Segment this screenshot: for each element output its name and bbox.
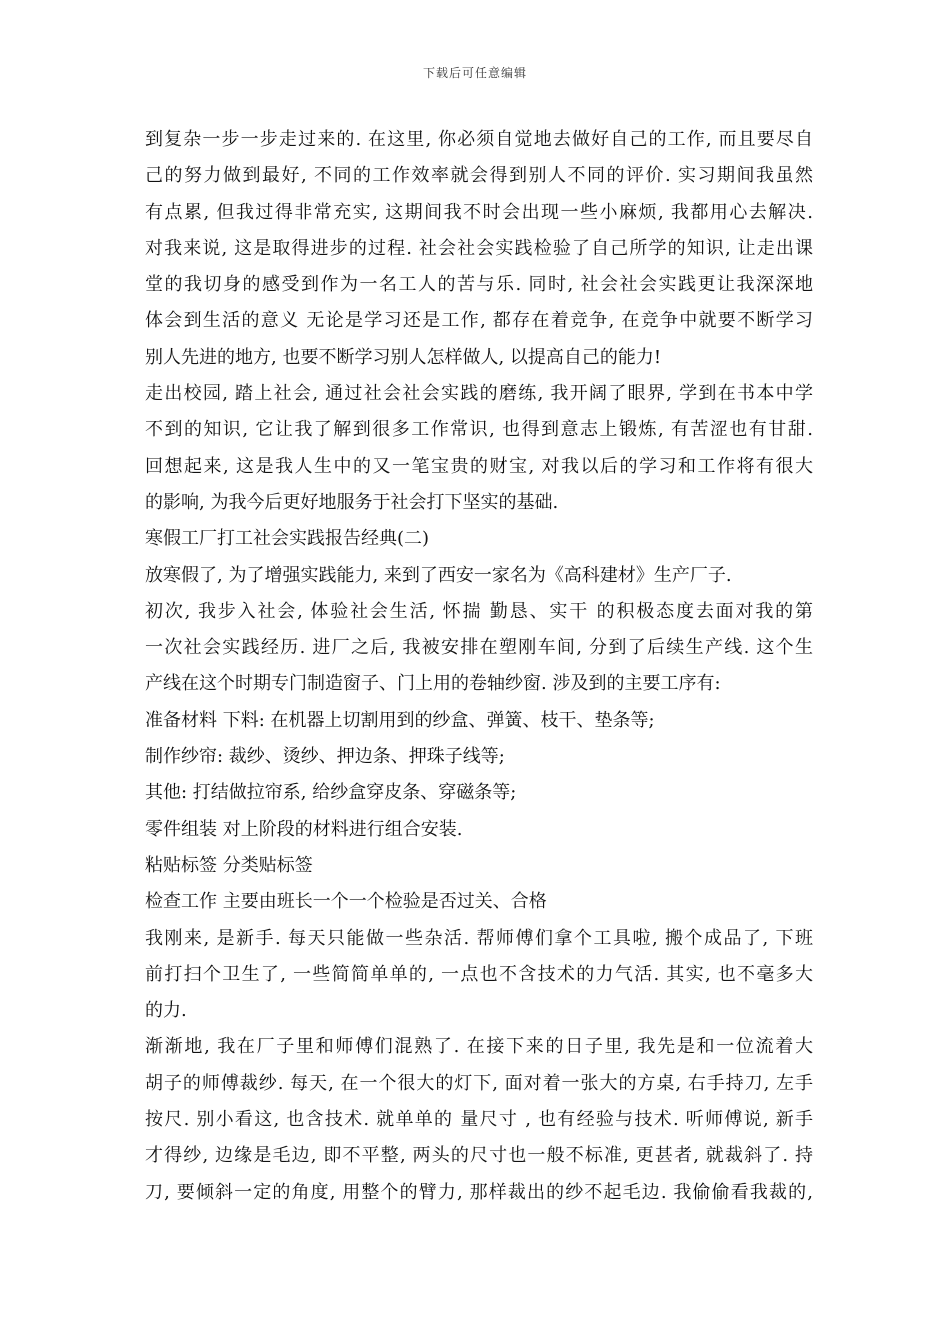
text-line: 初次, 我步入社会, 体验社会生活, 怀揣 勤恳、实干 的积极态度去面对我的第: [145, 600, 813, 622]
text-line: 走出校园, 踏上社会, 通过社会社会实践的磨练, 我开阔了眼界, 学到在书本中学: [145, 383, 813, 405]
text-line: 别人先进的地方, 也要不断学习别人怎样做人, 以提高自己的能力!: [145, 346, 662, 368]
text-line: 一次社会实践经历. 进厂之后, 我被安排在塑刚车间, 分到了后续生产线. 这个生: [145, 637, 813, 659]
document-body: [145, 122, 813, 1211]
text-line: 的影响, 为我今后更好地服务于社会打下坚实的基础.: [145, 491, 559, 513]
text-line: 寒假工厂打工社会实践报告经典(二): [145, 528, 430, 550]
text-line: 我刚来, 是新手. 每天只能做一些杂活. 帮师傅们拿个工具啦, 搬个成品了, 下班: [145, 927, 813, 949]
text-line: 才得纱, 边缘是毛边, 即不平整, 两头的尺寸也一般不标准, 更甚者, 就裁斜了. 持: [145, 1145, 813, 1167]
text-line: 刀, 要倾斜一定的角度, 用整个的臂力, 那样裁出的纱不起毛边. 我偷偷看我裁的,: [145, 1181, 813, 1203]
text-line: 到复杂一步一步走过来的. 在这里, 你必须自觉地去做好自己的工作, 而且要尽自: [145, 129, 813, 150]
text-line: 其他: 打结做拉帘系, 给纱盒穿皮条、穿磁条等;: [145, 782, 517, 804]
text-line: 零件组装 对上阶段的材料进行组合安装.: [145, 818, 463, 840]
text-line: 有点累, 但我过得非常充实, 这期间我不时会出现一些小麻烦, 我都用心去解决.: [145, 201, 813, 223]
text-line: 制作纱帘: 裁纱、烫纱、押边条、押珠子线等;: [145, 746, 505, 768]
text-line: 前打扫个卫生了, 一些简简单单的, 一点也不含技术的力气活. 其实, 也不毫多大: [145, 963, 813, 985]
text-line: 准备材料 下料: 在机器上切割用到的纱盒、弹簧、枝干、垫条等;: [145, 709, 655, 731]
text-line: 不到的知识, 它让我了解到很多工作常识, 也得到意志上锻炼, 有苦涩也有甘甜.: [145, 419, 813, 441]
text-line: 己的努力做到最好, 不同的工作效率就会得到别人不同的评价. 实习期间我虽然: [145, 165, 813, 187]
text-line: 粘贴标签 分类贴标签: [145, 854, 313, 876]
text-line: 对我来说, 这是取得进步的过程. 社会社会实践检验了自己所学的知识, 让走出课: [145, 237, 813, 259]
text-line: 产线在这个时期专门制造窗子、门上用的卷轴纱窗. 涉及到的主要工序有:: [145, 673, 721, 695]
text-line: 放寒假了, 为了增强实践能力, 来到了西安一家名为《高科建材》生产厂子.: [145, 564, 732, 586]
page-header-note: 下载后可任意编辑: [422, 66, 527, 80]
text-line: 胡子的师傅裁纱. 每天, 在一个很大的灯下, 面对着一张大的方桌, 右手持刀, 左手: [145, 1072, 813, 1094]
text-line: 检查工作 主要由班长一个一个检验是否过关、合格: [145, 891, 547, 913]
text-line: 堂的我切身的感受到作为一名工人的苦与乐. 同时, 社会社会实践更让我深深地: [145, 274, 813, 296]
text-line: 回想起来, 这是我人生中的又一笔宝贵的财宝, 对我以后的学习和工作将有很大: [145, 455, 813, 477]
text-line: 按尺. 别小看这, 也含技术. 就单单的 量尺寸 , 也有经验与技术. 听师傅说, 新手: [145, 1109, 813, 1131]
text-line: 渐渐地, 我在厂子里和师傅们混熟了. 在接下来的日子里, 我先是和一位流着大: [145, 1036, 813, 1058]
text-line: 的力.: [145, 1000, 187, 1022]
text-line: 体会到生活的意义 无论是学习还是工作, 都存在着竞争, 在竞争中就要不断学习: [145, 310, 813, 332]
